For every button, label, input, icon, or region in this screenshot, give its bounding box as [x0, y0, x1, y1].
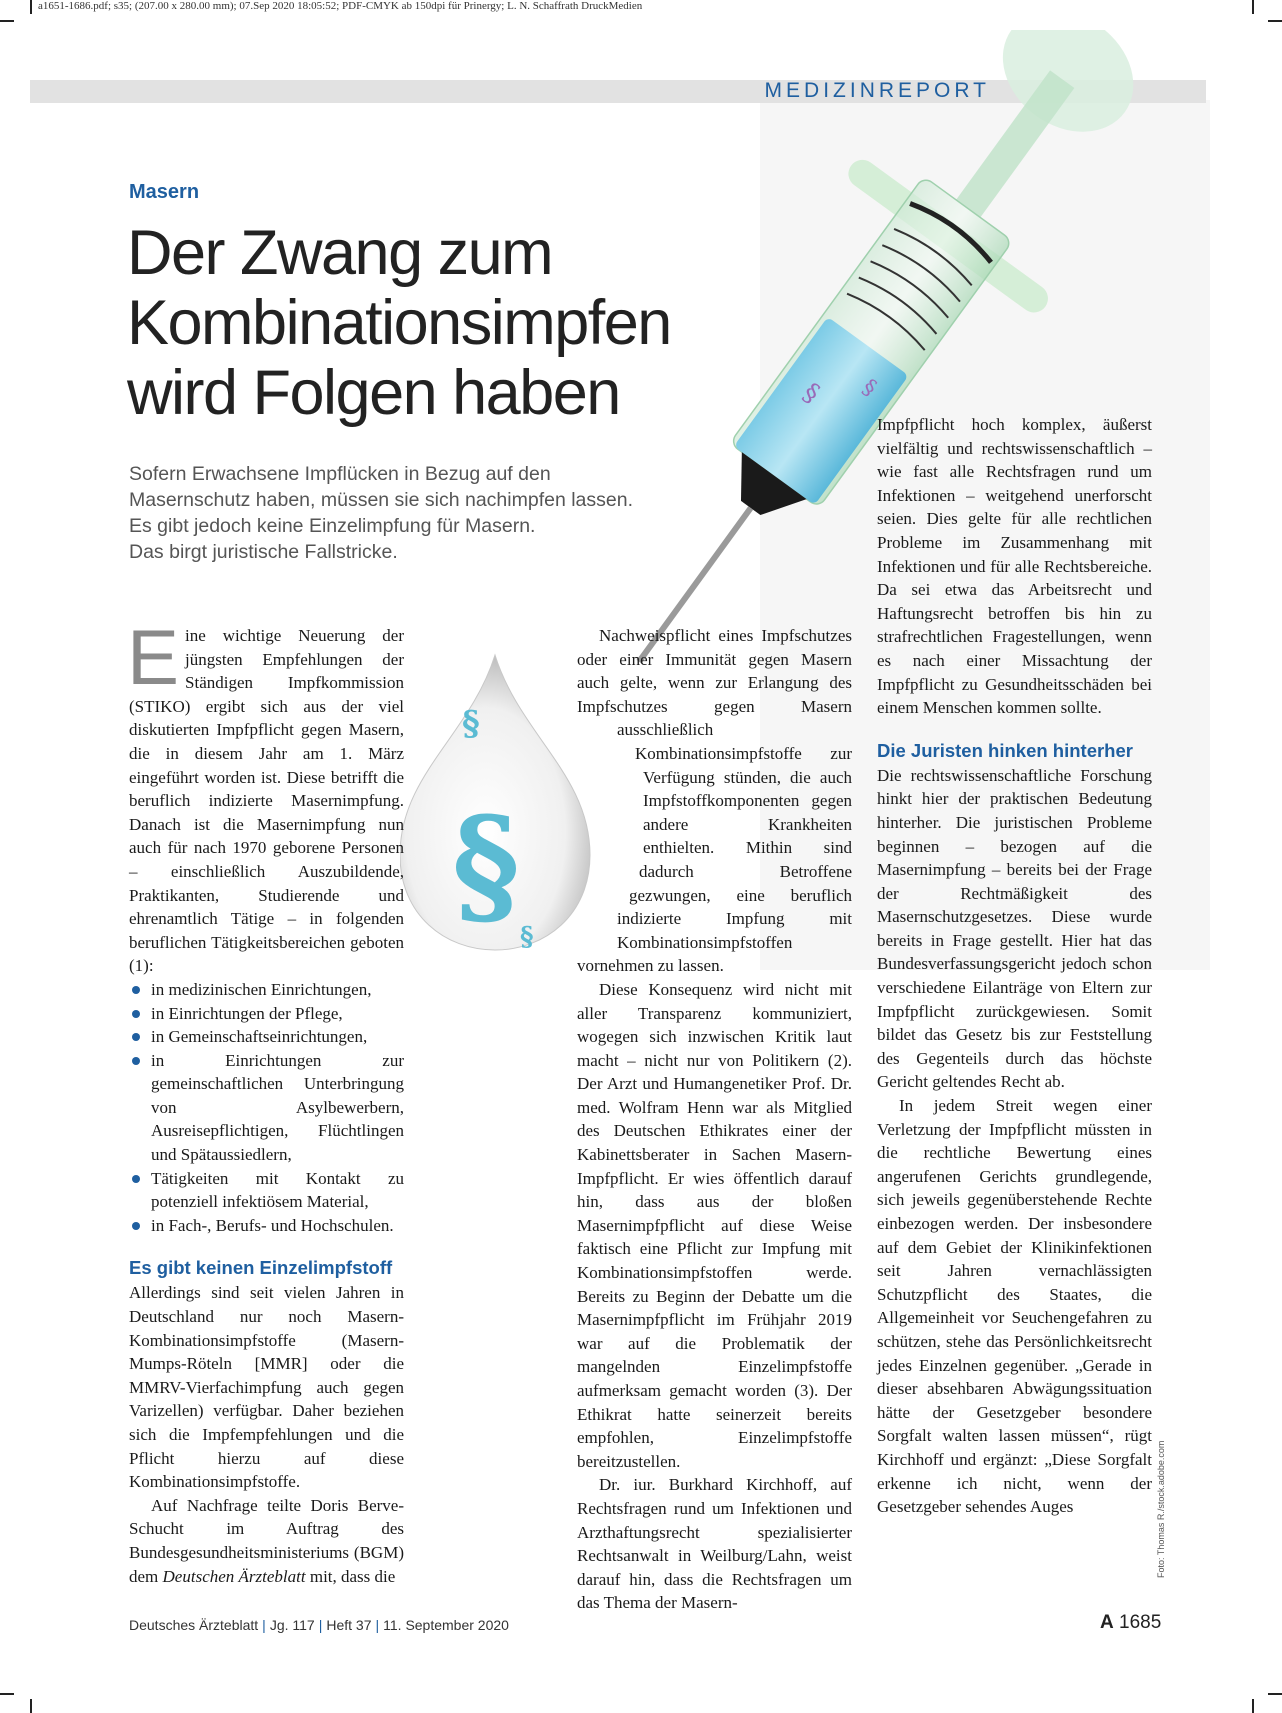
- paragraph-text: ine wichtige Neuerung der jüngsten Empfehlungen der Ständigen Impfkommission (STIKO) ergibt sich aus der viel diskutierten Impfpflicht gegen Masern, die in diesem Jahr am 1. März eingeführt worden ist. Diese betrifft die beruflich indizierte Masernimpfung. Danach ist die Masernimpfung nun auch für nach 1970 geborene Personen – einschließlich Auszubildende, Praktikanten, Studierende und ehrenamtlich Tätige – in folgenden beruflichen Tätigkeitsbereichen geboten (1):: [129, 626, 404, 976]
- headline-line: Der Zwang zum: [127, 218, 553, 288]
- crop-mark: [0, 1693, 14, 1695]
- list-item: in Einrichtungen zur gemeinschaftlichen Unterbringung von Asylbewerbern, Ausreisepflichtigen, Flüchtlingen und Spätaussiedlern,: [129, 1049, 404, 1167]
- text-column-2: [577, 624, 852, 1615]
- paragraph: Diese Konsequenz wird nicht mit aller Transparenz kommuniziert, wogegen sich inzwischen Kritik laut macht – nicht nur von Politikern (2). Der Arzt und Humangenetiker Prof. Dr. med. Wolfram Henn war als Mitglied des Deutschen Ethikrates einer der Kabinettsberater in Sachen Masern-Impfpflicht. Er wies öffentlich darauf hin, dass aus der bloßen Masernimpfpflicht auf diese Weise faktisch eine Pflicht zur Impfung mit Kombinationsimpfstoffen werde. Bereits zu Beginn der Debatte um die Masernimpfpflicht im Frühjahr 2019 war auf die Problematik der mangelnden Einzelimpfstoffe aufmerksam gemacht worden (3). Der Ethikrat hatte seinerzeit bereits empfohlen, Einzelimpfstoffe bereitzustellen.: [577, 979, 852, 1471]
- page-footer: [129, 1617, 509, 1633]
- bullet-list: [129, 978, 404, 1238]
- crop-mark: [1268, 20, 1282, 22]
- crop-mark: [0, 20, 14, 22]
- footer-separator: |: [318, 1617, 323, 1633]
- drop-cap: E: [127, 613, 180, 701]
- footer-separator: |: [375, 1617, 380, 1633]
- section-sign-icon: §: [520, 922, 534, 952]
- drop-wrap-space: [577, 840, 639, 864]
- paragraph: Impfpflicht hoch komplex, äußerst vielfältig und rechtswissenschaftlich – wie fast alle Rechtsfragen rund um Infektionen – weitgehend unerforscht seien. Dies gelte für alle rechtlichen Probleme im Zusammenhang mit Infektionen und für alle Rechtsbereiche. Da sei etwa das Arbeitsrecht und Haftungsrecht betroffen bis hin zu strafrechtlichen Fragestellungen, wenn es nach einer Missachtung der Impfpflicht zu Gesundheitsschäden bei einem Menschen kommen sollte.: [877, 415, 1152, 718]
- text-column-3: [877, 413, 1152, 1519]
- paragraph: Allerdings sind seit vielen Jahren in Deutschland nur noch Masern-Kombinationsimpfstoffe (Masern-Mumps-Röteln [MMR] oder die MMRV-Vierfachimpfung auch gegen Varizellen) verfügbar. Daher beziehen sich die Impfempfehlungen und die Pflicht hierzu auf diese Kombinationsimpfstoffe.: [129, 1283, 404, 1492]
- subheading: Die Juristen hinken hinterher: [877, 739, 1133, 761]
- section-sign-icon: §: [452, 788, 520, 941]
- section-sign-icon: §: [796, 377, 826, 410]
- list-item: in Einrichtungen der Pflege,: [129, 1002, 404, 1026]
- drop-wrap-space: [577, 744, 635, 768]
- issue: Heft 37: [326, 1617, 372, 1633]
- list-item: in Fach-, Berufs- und Hochschulen.: [129, 1214, 404, 1238]
- paragraph-text: Auf Nachfrage teilte Doris Berve-Schucht im Auftrag des Bundesgesundheitsministeriums (BGM) dem: [129, 1495, 404, 1586]
- volume: Jg. 117: [269, 1617, 315, 1633]
- headline-line: wird Folgen haben: [127, 358, 620, 428]
- kicker: Masern: [129, 181, 200, 203]
- paragraph: Die rechtswissenschaftliche Forschung hinkt hier der praktischen Bedeutung hinterher. Die juristischen Probleme beginnen – bezogen auf die Masernimpfung – bereits bei der Frage der Rechtmäßigkeit des Masernschutzgesetzes. Diese wurde bereits in Frage gestellt. Hier hat das Bundesverfassungsgericht jedoch schon verschiedene Eilanträge von Eltern zur Impfpflicht zurückgewiesen. Somit bildet das Gesetz bis zur Feststellung des Gegenteils durch das höchste Gericht geltendes Recht ab.: [877, 765, 1152, 1092]
- paragraph: In jedem Streit wegen einer Verletzung der Impfpflicht müssten in die rechtliche Bewertung eines angerufenen Gerichts grundlegende, sich jeweils gegenüberstehende Rechte einbezogen werden. Der insbesondere auf dem Gebiet der Klinikinfektionen seit Jahren vernachlässigten Schutzpflicht des Staates, die Allgemeinheit vor Seuchengefahren zu schützen, stehe das Persönlichkeitsrecht jedes Einzelnen gegenüber. „Gerade in dieser absehbaren Abwägungssituation hätte der Gesetzgeber besondere Sorgfalt walten lassen müssen“, rügt Kirchhoff und ergänzt: „Diese Sorgfalt erkenne ich nicht, wenn der Gesetzgeber sehendes Auges: [877, 1096, 1152, 1517]
- drop-wrap-space: [577, 864, 629, 888]
- list-item: Tätigkeiten mit Kontakt zu potenziell infektiösem Material,: [129, 1167, 404, 1214]
- drop-wrap-space: [577, 912, 617, 936]
- page-prefix: A: [1100, 1612, 1114, 1633]
- footer-separator: |: [262, 1617, 266, 1633]
- list-item: in Gemeinschaftseinrichtungen,: [129, 1025, 404, 1049]
- lead-line: Sofern Erwachsene Impflücken in Bezug auf den: [129, 463, 551, 485]
- lead-line: Es gibt jedoch keine Einzelimpfung für Masern.: [129, 515, 536, 537]
- drop-wrap-space: [577, 720, 617, 744]
- publication-name: Deutschen Ärzteblatt: [162, 1566, 306, 1586]
- crop-mark: [1252, 1699, 1254, 1713]
- subheading: Es gibt keinen Einzelimpfstoff: [129, 1257, 393, 1279]
- lead-paragraph: [129, 461, 689, 565]
- drop-wrap-space: [577, 768, 643, 840]
- crop-mark: [30, 1699, 32, 1713]
- page-number: [1100, 1612, 1161, 1634]
- crop-mark: [30, 0, 32, 14]
- paragraph: Dr. iur. Burkhard Kirchhoff, auf Rechtsfragen rund um Infektionen und Arzthaftungsrecht spezialisierter Rechtsanwalt in Weilburg/Lahn, weist darauf hin, dass die Rechtsfragen um das Thema der Masern-: [577, 1475, 852, 1613]
- section-sign-icon: §: [462, 704, 480, 744]
- section-sign-icon: §: [857, 374, 881, 402]
- lead-line: Das birgt juristische Fallstricke.: [129, 541, 398, 563]
- lead-line: Masernschutz haben, müssen sie sich nachimpfen lassen.: [129, 489, 634, 511]
- crop-mark: [1252, 0, 1254, 14]
- paragraph: [129, 1494, 404, 1588]
- paragraph: Nachweispflicht eines Impfschutzes oder einer Immunität gegen Masern auch gelte, wenn zur Erlangung des Impfschutzes gegen Masern ausschließlich Kombinationsimpfstoffe zur Verfügung stünden, die auch Impfstoffkomponenten gegen andere Krankheiten enthielten. Mithin sind dadurch Betroffene gezwungen, eine beruflich indizierte Impfung mit Kombinationsimpfstoffen vornehmen zu lassen.: [577, 626, 852, 976]
- paragraph: [127, 613, 404, 978]
- list-item: in medizinischen Einrichtungen,: [129, 978, 404, 1002]
- issue-date: 11. September 2020: [383, 1617, 509, 1633]
- drop-wrap-space: [577, 888, 617, 912]
- paragraph-text: mit, dass die: [305, 1566, 396, 1586]
- headline-line: Kombinationsimpfen: [127, 288, 671, 358]
- headline: [127, 218, 747, 428]
- crop-mark: [1268, 1693, 1282, 1695]
- page-number-value: 1685: [1119, 1612, 1162, 1633]
- photo-credit: Foto: Thomas R./stock.adobe.com: [1156, 1440, 1166, 1578]
- section-label: MEDIZINREPORT: [764, 79, 990, 102]
- text-column-1: [127, 613, 404, 1588]
- print-slug: a1651-1686.pdf; s35; (207.00 x 280.00 mm); 07.Sep 2020 18:05:52; PDF-CMYK ab 150dpi für Prinergy; L. N. Schaffrath DruckMedien: [38, 0, 643, 12]
- journal-name: Deutsches Ärzteblatt: [129, 1617, 259, 1633]
